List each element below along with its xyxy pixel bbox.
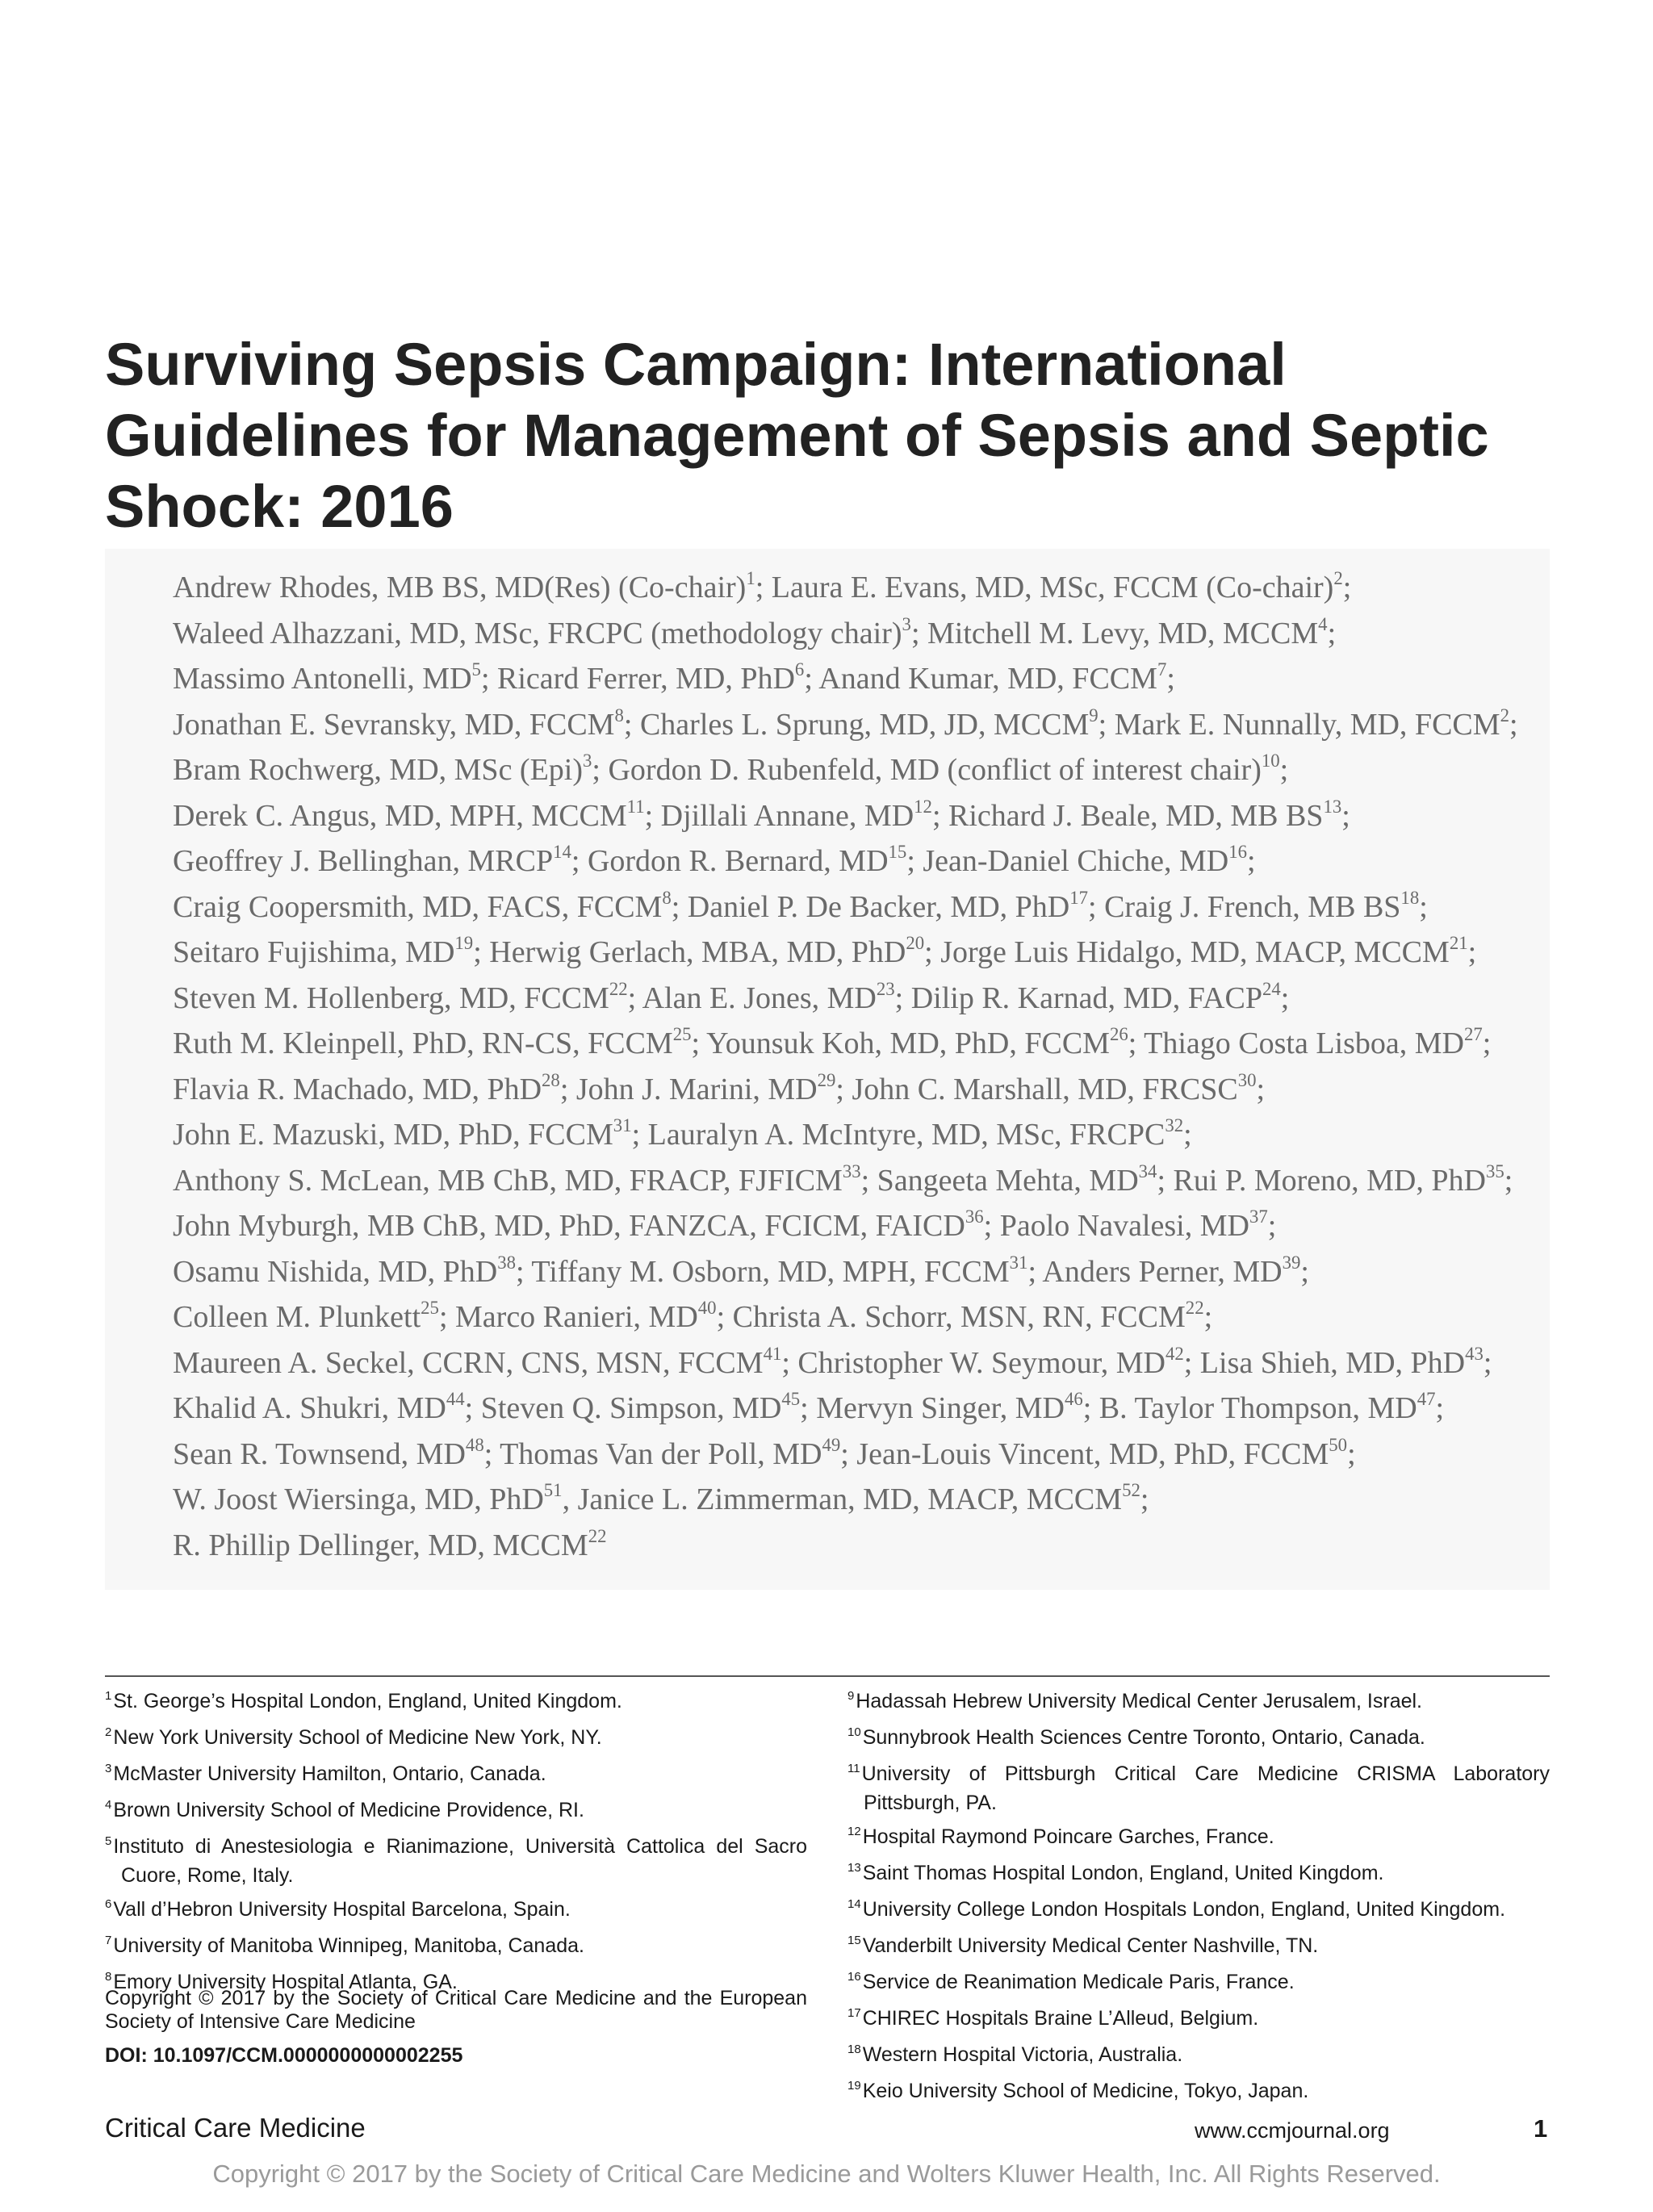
affiliation-superscript: 12 <box>914 796 932 817</box>
author-name: Colleen M. Plunkett <box>173 1300 421 1334</box>
author-name: ; Tiffany M. Osborn, MD, MPH, FCCM <box>515 1254 1010 1289</box>
author-name: ; Thomas Van der Poll, MD <box>483 1436 822 1471</box>
affiliation-superscript: 20 <box>906 933 925 954</box>
affiliation-item <box>105 1834 807 1889</box>
affiliation-number: 1 <box>105 1689 112 1703</box>
affiliation-text: Hadassah Hebrew University Medical Center Jerusalem, Israel. <box>856 1690 1423 1712</box>
affiliations-right-column <box>847 1688 1550 2114</box>
author-name: ; Craig J. French, MB BS <box>1088 889 1401 924</box>
copyright-notice: Copyright © 2017 by the Society of Critical Care Medicine and the European Society of Intensive Care Medicine <box>105 1987 807 2033</box>
section-divider <box>105 1675 1550 1677</box>
affiliation-text: Vanderbilt University Medical Center Nashville, TN. <box>862 1934 1319 1957</box>
author-name: Osamu Nishida, MD, PhD <box>173 1254 498 1289</box>
affiliation-superscript: 25 <box>421 1298 439 1319</box>
author-name: ; Mark E. Nunnally, MD, FCCM <box>1098 707 1500 742</box>
author-line <box>173 976 1561 1022</box>
affiliation-superscript: 46 <box>1064 1389 1083 1410</box>
author-name: ; <box>1203 1300 1213 1334</box>
author-line <box>173 565 1561 611</box>
author-name: ; <box>1419 889 1428 924</box>
author-name: Derek C. Angus, MD, MPH, MCCM <box>173 798 627 833</box>
affiliation-superscript: 27 <box>1463 1024 1483 1045</box>
affiliation-superscript: 52 <box>1122 1480 1140 1501</box>
affiliation-superscript: 37 <box>1249 1206 1268 1227</box>
author-line <box>173 1386 1561 1432</box>
author-name: ; Jorge Luis Hidalgo, MD, MACP, MCCM <box>924 935 1450 969</box>
author-name: ; Jean-Daniel Chiche, MD <box>906 844 1229 878</box>
author-name: R. Phillip Dellinger, MD, MCCM <box>173 1528 588 1562</box>
author-line <box>173 747 1561 793</box>
affiliation-text: Instituto di Anestesiologia e Rianimazione, Università Cattolica del Sacro Cuore, Rome, Italy. <box>113 1835 807 1887</box>
author-line <box>173 1021 1561 1067</box>
affiliation-superscript: 24 <box>1262 978 1281 999</box>
affiliation-superscript: 10 <box>1261 751 1280 771</box>
affiliation-item <box>105 1896 807 1926</box>
affiliation-number: 13 <box>847 1861 861 1875</box>
author-name: Khalid A. Shukri, MD <box>173 1391 446 1425</box>
author-name: Waleed Alhazzani, MD, MSc, FRCPC (methodology chair) <box>173 616 902 650</box>
author-name: Steven M. Hollenberg, MD, FCCM <box>173 981 609 1015</box>
affiliation-superscript: 35 <box>1485 1160 1504 1181</box>
affiliation-superscript: 40 <box>697 1298 717 1319</box>
author-name: ; <box>1247 844 1256 878</box>
affiliation-superscript: 51 <box>543 1480 563 1501</box>
affiliation-item <box>105 1761 807 1790</box>
author-line <box>173 1523 1561 1569</box>
affiliation-item <box>847 1860 1550 1889</box>
author-name: Jonathan E. Sevransky, MD, FCCM <box>173 707 615 742</box>
author-name: ; Paolo Navalesi, MD <box>983 1209 1249 1243</box>
author-line <box>173 1067 1561 1113</box>
author-line <box>173 1249 1561 1295</box>
affiliation-superscript: 6 <box>794 659 805 680</box>
affiliation-superscript: 31 <box>1009 1252 1028 1273</box>
affiliation-superscript: 32 <box>1165 1115 1184 1136</box>
author-name: ; <box>1267 1209 1277 1243</box>
affiliation-superscript: 15 <box>888 842 907 863</box>
author-line <box>173 1158 1561 1204</box>
affiliation-superscript: 22 <box>1185 1298 1204 1319</box>
affiliation-superscript: 47 <box>1417 1389 1436 1410</box>
affiliation-text: University of Pittsburgh Critical Care Medicine CRISMA Laboratory Pittsburgh, PA. <box>861 1762 1550 1814</box>
page-number: 1 <box>1534 2114 1548 2143</box>
affiliation-superscript: 2 <box>1333 568 1343 589</box>
affiliation-superscript: 44 <box>446 1389 465 1410</box>
affiliation-superscript: 38 <box>497 1252 516 1273</box>
author-name: Geoffrey J. Bellinghan, MRCP <box>173 844 554 878</box>
affiliation-superscript: 49 <box>822 1434 841 1455</box>
affiliation-number: 6 <box>105 1897 112 1911</box>
affiliation-number: 19 <box>847 2079 861 2093</box>
doi: DOI: 10.1097/CCM.0000000000002255 <box>105 2044 463 2067</box>
author-name: ; Gordon D. Rubenfeld, MD (conflict of interest chair) <box>592 753 1262 787</box>
affiliation-text: University of Manitoba Winnipeg, Manitoba, Canada. <box>113 1934 584 1957</box>
affiliation-item <box>847 1824 1550 1853</box>
author-line <box>173 838 1561 884</box>
affiliation-superscript: 28 <box>542 1069 560 1090</box>
footer-journal-url[interactable]: www.ccmjournal.org <box>1195 2118 1390 2143</box>
author-name: ; Younsuk Koh, MD, PhD, FCCM <box>691 1027 1110 1060</box>
affiliation-superscript: 42 <box>1165 1343 1184 1364</box>
affiliation-text: University College London Hospitals London, England, United Kingdom. <box>862 1898 1506 1921</box>
author-name: ; <box>1483 1345 1492 1380</box>
affiliation-superscript: 3 <box>583 751 592 771</box>
affiliation-superscript: 4 <box>1318 613 1328 634</box>
affiliation-superscript: 18 <box>1400 887 1420 908</box>
affiliation-number: 16 <box>847 1970 861 1984</box>
affiliation-superscript: 5 <box>471 659 481 680</box>
affiliation-number: 10 <box>847 1725 861 1739</box>
author-name: ; Mitchell M. Levy, MD, MCCM <box>910 616 1319 650</box>
author-name: ; <box>1504 1163 1513 1198</box>
affiliation-superscript: 39 <box>1282 1252 1301 1273</box>
affiliation-superscript: 11 <box>626 796 645 817</box>
affiliation-superscript: 3 <box>902 613 911 634</box>
author-name: Seitaro Fujishima, MD <box>173 935 455 969</box>
author-name: ; Jean-Louis Vincent, MD, PhD, FCCM <box>840 1436 1329 1471</box>
affiliation-number: 11 <box>847 1762 860 1775</box>
author-name: ; <box>1435 1391 1445 1425</box>
affiliation-superscript: 41 <box>763 1343 782 1364</box>
affiliation-superscript: 26 <box>1109 1024 1128 1045</box>
author-name: ; Daniel P. De Backer, MD, PhD <box>671 889 1070 924</box>
title-line: Shock: 2016 <box>105 473 454 540</box>
author-name: ; Alan E. Jones, MD <box>627 981 877 1015</box>
author-name: ; Christa A. Schorr, MSN, RN, FCCM <box>716 1300 1186 1334</box>
author-line <box>173 1203 1561 1249</box>
affiliation-superscript: 22 <box>609 978 628 999</box>
affiliation-superscript: 1 <box>746 568 755 589</box>
author-name: ; B. Taylor Thompson, MD <box>1082 1391 1417 1425</box>
affiliation-superscript: 36 <box>965 1206 984 1227</box>
author-name: ; Laura E. Evans, MD, MSc, FCCM (Co-chair) <box>755 571 1334 604</box>
author-name: ; <box>1256 1072 1266 1106</box>
affiliation-superscript: 30 <box>1237 1069 1257 1090</box>
affiliation-text: New York University School of Medicine New York, NY. <box>113 1726 602 1749</box>
affiliation-superscript: 8 <box>662 887 672 908</box>
affiliation-number: 12 <box>847 1825 861 1838</box>
affiliation-superscript: 29 <box>817 1069 836 1090</box>
affiliation-number: 15 <box>847 1934 861 1947</box>
author-name: ; Charles L. Sprung, MD, JD, MCCM <box>623 707 1090 742</box>
affiliation-superscript: 16 <box>1228 842 1248 863</box>
author-name: ; <box>1327 616 1337 650</box>
author-name: ; Christopher W. Seymour, MD <box>781 1345 1165 1380</box>
affiliation-superscript: 17 <box>1069 887 1089 908</box>
affiliation-superscript: 8 <box>614 705 624 725</box>
affiliation-text: Vall d’Hebron University Hospital Barcelona, Spain. <box>113 1898 571 1921</box>
author-name: ; <box>1166 662 1175 696</box>
author-name: ; Gordon R. Bernard, MD <box>571 844 889 878</box>
affiliation-number: 9 <box>847 1689 855 1703</box>
author-name: John E. Mazuski, MD, PhD, FCCM <box>173 1118 613 1152</box>
affiliation-item <box>847 2005 1550 2034</box>
affiliation-superscript: 50 <box>1329 1434 1348 1455</box>
affiliation-superscript: 45 <box>781 1389 801 1410</box>
author-name: ; <box>1280 981 1290 1015</box>
affiliation-superscript: 48 <box>465 1434 484 1455</box>
affiliation-text: Emory University Hospital Atlanta, GA. <box>113 1971 458 1993</box>
affiliation-item <box>105 1688 807 1717</box>
affiliation-text: Keio University School of Medicine, Tokyo, Japan. <box>862 2080 1309 2102</box>
author-name: ; <box>1341 798 1350 833</box>
author-name: Anthony S. McLean, MB ChB, MD, FRACP, FJFICM <box>173 1163 843 1198</box>
author-name: Massimo Antonelli, MD <box>173 662 472 696</box>
affiliation-number: 8 <box>105 1970 112 1984</box>
author-line <box>173 1112 1561 1158</box>
author-name: ; <box>1342 571 1352 604</box>
article-title <box>105 329 1574 542</box>
author-line <box>173 1294 1561 1340</box>
author-name: Ruth M. Kleinpell, PhD, RN-CS, FCCM <box>173 1027 673 1060</box>
affiliation-item <box>847 2042 1550 2071</box>
affiliation-number: 18 <box>847 2043 861 2056</box>
author-name: , Janice L. Zimmerman, MD, MACP, MCCM <box>562 1482 1123 1516</box>
author-name: ; John C. Marshall, MD, FRCSC <box>835 1072 1238 1106</box>
author-line <box>173 702 1561 748</box>
affiliation-superscript: 25 <box>672 1024 692 1045</box>
affiliation-text: Brown University School of Medicine Providence, RI. <box>113 1799 584 1821</box>
affiliation-superscript: 21 <box>1449 933 1468 954</box>
author-name: ; <box>1140 1482 1149 1516</box>
affiliation-text: Hospital Raymond Poincare Garches, France. <box>862 1825 1274 1848</box>
title-line: Surviving Sepsis Campaign: International <box>105 331 1287 398</box>
affiliation-text: Saint Thomas Hospital London, England, United Kingdom. <box>862 1862 1384 1884</box>
author-name: ; Anand Kumar, MD, FCCM <box>804 662 1157 696</box>
author-name: Sean R. Townsend, MD <box>173 1436 466 1471</box>
affiliation-item <box>847 1896 1550 1926</box>
author-list <box>173 565 1561 1568</box>
author-line <box>173 884 1561 930</box>
affiliation-item <box>105 1933 807 1962</box>
affiliation-superscript: 31 <box>613 1115 632 1136</box>
author-name: ; Djillali Annane, MD <box>644 798 914 833</box>
author-line <box>173 1432 1561 1478</box>
affiliation-superscript: 33 <box>842 1160 861 1181</box>
author-name: ; Steven Q. Simpson, MD <box>464 1391 782 1425</box>
author-name: ; Lisa Shieh, MD, PhD <box>1183 1345 1466 1380</box>
affiliation-number: 5 <box>105 1834 112 1848</box>
affiliation-number: 14 <box>847 1897 861 1911</box>
author-name: ; <box>1347 1436 1356 1471</box>
author-name: Craig Coopersmith, MD, FACS, FCCM <box>173 889 663 924</box>
author-line <box>173 1340 1561 1386</box>
affiliation-item <box>105 1797 807 1826</box>
author-line <box>173 930 1561 976</box>
author-line <box>173 1477 1561 1523</box>
title-line: Guidelines for Management of Sepsis and Septic <box>105 402 1489 469</box>
footer-copyright: Copyright © 2017 by the Society of Critical Care Medicine and Wolters Kluwer Health, Inc. All Rights Reserved. <box>212 2160 1441 2188</box>
author-name: ; <box>1183 1118 1192 1152</box>
affiliation-superscript: 13 <box>1323 796 1342 817</box>
author-name: Bram Rochwerg, MD, MSc (Epi) <box>173 753 584 787</box>
author-name: ; Anders Perner, MD <box>1027 1254 1283 1289</box>
affiliation-number: 3 <box>105 1762 112 1775</box>
affiliation-superscript: 22 <box>588 1525 607 1546</box>
affiliation-superscript: 9 <box>1089 705 1099 725</box>
affiliation-item <box>847 1725 1550 1754</box>
author-name: ; <box>1482 1027 1492 1060</box>
footer-journal-name: Critical Care Medicine <box>105 2113 366 2143</box>
author-name: ; Mervyn Singer, MD <box>800 1391 1065 1425</box>
author-line <box>173 793 1561 839</box>
affiliation-text: Sunnybrook Health Sciences Centre Toronto, Ontario, Canada. <box>862 1726 1425 1749</box>
author-name: ; <box>1300 1254 1309 1289</box>
affiliation-item <box>847 2078 1550 2107</box>
affiliation-item <box>847 1933 1550 1962</box>
affiliation-superscript: 34 <box>1138 1160 1157 1181</box>
author-name: ; <box>1509 707 1518 742</box>
author-name: ; <box>1467 935 1477 969</box>
affiliation-superscript: 43 <box>1465 1343 1484 1364</box>
affiliation-item <box>847 1969 1550 1998</box>
affiliation-superscript: 19 <box>454 933 474 954</box>
author-name: ; Rui P. Moreno, MD, PhD <box>1157 1163 1486 1198</box>
author-name: ; Lauralyn A. McIntyre, MD, MSc, FRCPC <box>631 1118 1165 1152</box>
affiliation-number: 4 <box>105 1798 112 1812</box>
affiliation-text: McMaster University Hamilton, Ontario, Canada. <box>113 1762 546 1785</box>
author-name: Flavia R. Machado, MD, PhD <box>173 1072 542 1106</box>
affiliation-number: 2 <box>105 1725 112 1739</box>
author-name: ; Marco Ranieri, MD <box>438 1300 698 1334</box>
affiliation-superscript: 7 <box>1157 659 1167 680</box>
affiliation-text: CHIREC Hospitals Braine L’Alleud, Belgium. <box>862 2007 1259 2030</box>
affiliation-number: 7 <box>105 1934 112 1947</box>
affiliation-item <box>847 1761 1550 1817</box>
author-line <box>173 611 1561 657</box>
author-name: ; Dilip R. Karnad, MD, FACP <box>894 981 1262 1015</box>
affiliation-superscript: 2 <box>1500 705 1509 725</box>
affiliation-text: Western Hospital Victoria, Australia. <box>862 2043 1183 2066</box>
author-name: ; Herwig Gerlach, MBA, MD, PhD <box>473 935 906 969</box>
affiliation-text: Service de Reanimation Medicale Paris, France. <box>862 1971 1295 1993</box>
affiliation-superscript: 23 <box>876 978 895 999</box>
affiliation-number: 17 <box>847 2006 861 2020</box>
author-name: ; Ricard Ferrer, MD, PhD <box>480 662 795 696</box>
author-name: ; <box>1279 753 1289 787</box>
affiliation-item <box>847 1688 1550 1717</box>
author-name: Maureen A. Seckel, CCRN, CNS, MSN, FCCM <box>173 1345 764 1380</box>
author-name: ; Thiago Costa Lisboa, MD <box>1128 1027 1464 1060</box>
author-name: ; Richard J. Beale, MD, MB BS <box>931 798 1324 833</box>
author-name: ; John J. Marini, MD <box>559 1072 818 1106</box>
author-name: ; Sangeeta Mehta, MD <box>860 1163 1139 1198</box>
affiliation-item <box>105 1725 807 1754</box>
affiliation-text: St. George’s Hospital London, England, United Kingdom. <box>113 1690 622 1712</box>
affiliations-left-column <box>105 1688 807 2005</box>
author-name: W. Joost Wiersinga, MD, PhD <box>173 1482 544 1516</box>
author-line <box>173 656 1561 702</box>
affiliation-superscript: 14 <box>553 842 571 863</box>
author-name: John Myburgh, MB ChB, MD, PhD, FANZCA, FCICM, FAICD <box>173 1209 965 1243</box>
author-name: Andrew Rhodes, MB BS, MD(Res) (Co-chair) <box>173 571 747 604</box>
